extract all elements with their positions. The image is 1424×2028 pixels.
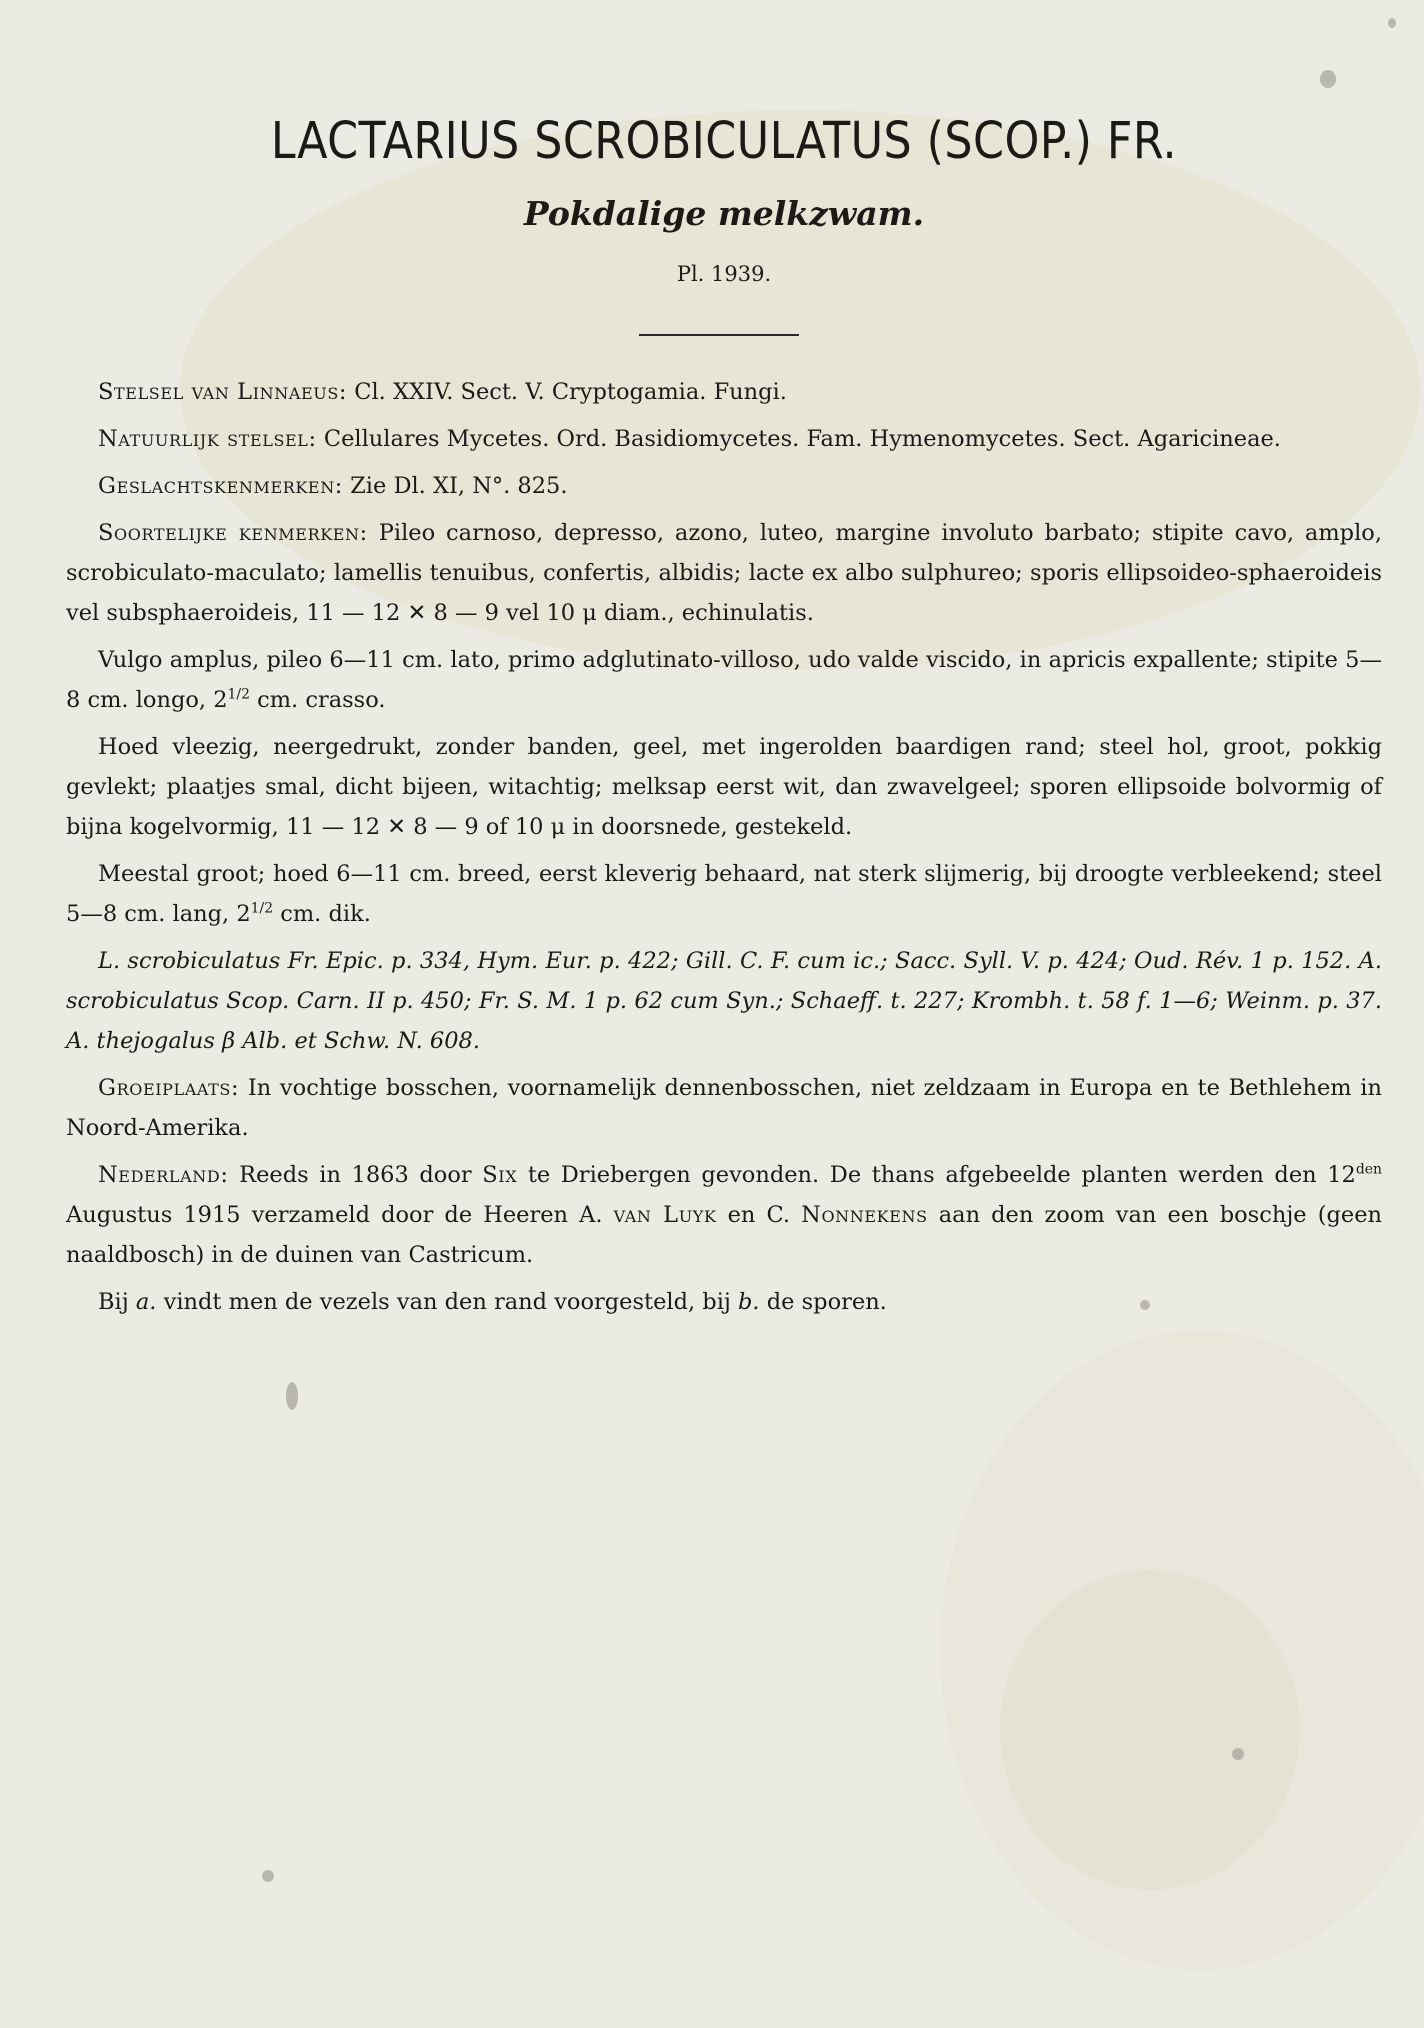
section-text: vindt men de vezels van den rand voorgesteld, bij (163, 1289, 731, 1315)
fraction: 1/2 (250, 900, 274, 917)
plate-number: Pl. 1939. (676, 262, 772, 286)
references-paragraph (66, 941, 1382, 1061)
latin-size-paragraph (66, 640, 1382, 720)
section-text: cm. crasso. (249, 687, 386, 713)
dutch-size-paragraph (66, 854, 1382, 934)
figure-label: b. (738, 1289, 760, 1315)
section-text: de sporen. (766, 1289, 887, 1315)
person-name: Six (482, 1162, 518, 1188)
section-label: Soortelijke kenmerken: (98, 520, 368, 546)
fraction: 1/2 (227, 686, 250, 703)
netherlands-paragraph (66, 1155, 1382, 1275)
references-text: L. scrobiculatus Fr. Epic. p. 334, Hym. Eur. p. 422; Gill. C. F. cum ic.; Sacc. Syll. V. p. 424; Oud. Rév. 1 p. 152. A. scrobiculatus Scop. Carn. II p. 450; Fr. S. M. 1 p. 62 cum Syn.; Schaeff. t. 227; Krombh. t. 58 f. 1—6; Weinm. p. 37. A. thejogalus β Alb. et Schw. N. 608. (66, 948, 1382, 1054)
section-text: cm. dik. (273, 901, 371, 927)
section-text: Hoed vleezig, neergedrukt, zonder banden, geel, met ingerolden baardigen rand; steel hol, groot, pokkig gevlekt; plaatjes smal, dicht bijeen, witachtig; melksap eerst wit, dan zwavelgeel; sporen ellipsoide bolvormig of bijna kogelvormig, 11 — 12 ✕ 8 — 9 of 10 μ in doorsnede, gestekeld. (66, 734, 1382, 840)
species-paragraph (66, 513, 1382, 633)
genus-paragraph (66, 466, 1382, 506)
paper-speck (1232, 1748, 1244, 1760)
section-text: Augustus 1915 verzameld door de Heeren A. (66, 1202, 603, 1228)
title-divider (639, 334, 799, 336)
section-text: te Driebergen gevonden. De thans afgebeelde planten werden den 12 (527, 1162, 1356, 1188)
paper-speck (286, 1382, 298, 1410)
section-label: Nederland: (98, 1162, 229, 1188)
section-text: Cl. XXIV. Sect. V. Cryptogamia. Fungi. (354, 379, 787, 405)
paper-speck (262, 1870, 274, 1882)
natural-system-paragraph (66, 419, 1382, 459)
section-text: Meestal groot; hoed 6—11 cm. breed, eerst kleverig behaard, nat sterk slijmerig, bij droogte verbleekend; steel 5—8 cm. lang, 2 (66, 861, 1382, 927)
page-subtitle: Pokdalige melkzwam. (523, 194, 925, 233)
person-name: Nonnekens (801, 1202, 928, 1228)
person-name: van Luyk (613, 1202, 717, 1228)
paper-speck (1320, 70, 1336, 88)
figure-label: a. (135, 1289, 157, 1315)
dutch-description-paragraph (66, 727, 1382, 847)
linnaeus-paragraph (66, 372, 1382, 412)
section-text: Zie Dl. XI, N°. 825. (350, 473, 568, 499)
section-label: Stelsel van Linnaeus: (98, 379, 348, 405)
section-text: en C. (727, 1202, 791, 1228)
figures-paragraph (66, 1282, 1382, 1322)
section-label: Natuurlijk stelsel: (98, 426, 317, 452)
ordinal-suffix: den (1355, 1161, 1383, 1178)
section-text: Bij (98, 1289, 129, 1315)
section-text: Pileo carnoso, depresso, azono, luteo, margine involuto barbato; stipite cavo, amplo, scrobiculato-maculato; lamellis tenuibus, confertis, albidis; lacte ex albo sulphureo; sporis ellipsoideo-sphaeroideis vel subsphaeroideis, 11 — 12 ✕ 8 — 9 vel 10 μ diam., echinulatis. (66, 520, 1382, 626)
section-text: Reeds in 1863 door (239, 1162, 472, 1188)
document-body (66, 372, 1382, 1329)
section-label: Groeiplaats: (98, 1075, 240, 1101)
section-text: Cellulares Mycetes. Ord. Basidiomycetes. Fam. Hymenomycetes. Sect. Agaricineae. (323, 426, 1281, 452)
paper-speck (1388, 18, 1396, 28)
section-text: In vochtige bosschen, voornamelijk dennenbosschen, niet zeldzaam in Europa en te Bethlehem in Noord-Amerika. (66, 1075, 1382, 1141)
paper-stain (1000, 1570, 1300, 1890)
section-label: Geslachtskenmerken: (98, 473, 343, 499)
page-title: LACTARIUS SCROBICULATUS (SCOP.) FR. (270, 112, 1178, 171)
section-text: aan den zoom van een boschje (geen naaldbosch) in de duinen van Castricum. (66, 1202, 1382, 1268)
habitat-paragraph (66, 1068, 1382, 1148)
section-text: Vulgo amplus, pileo 6—11 cm. lato, primo adglutinato-villoso, udo valde viscido, in apricis expallente; stipite 5—8 cm. longo, 2 (66, 647, 1382, 713)
